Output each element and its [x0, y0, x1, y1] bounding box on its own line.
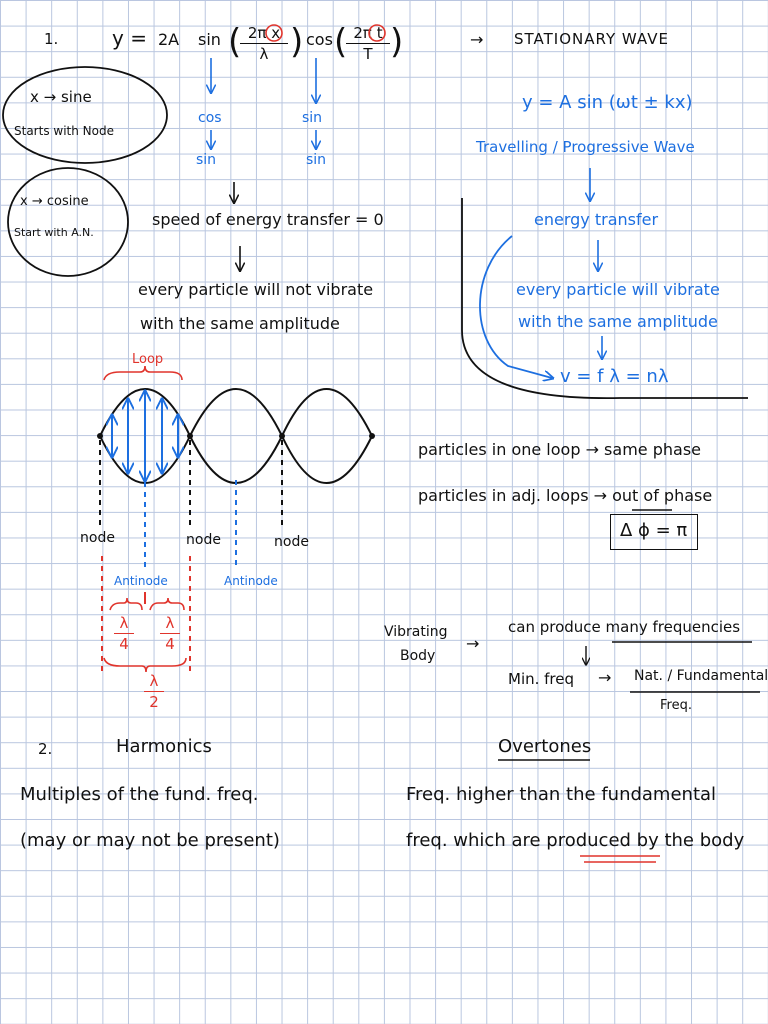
- eq-paren-close-2: ): [390, 22, 404, 62]
- not-vibrate-line-1: every particle will not vibrate: [138, 280, 374, 299]
- oval-cosine: [8, 168, 128, 276]
- antinode-label-1: Antinode: [114, 574, 168, 588]
- eq-fraction-1-den: λ: [259, 45, 269, 63]
- section-2-number: 2.: [38, 740, 53, 758]
- can-produce-frequencies: can produce many frequencies: [508, 618, 741, 636]
- oval-bottom-line-1: x → cosine: [20, 194, 89, 209]
- phase-difference: Δ ϕ = π: [620, 520, 688, 541]
- harmonics-heading: Harmonics: [116, 736, 212, 757]
- oval-bottom-line-2: Start with A.N.: [14, 226, 94, 239]
- vibrate-line-2: with the same amplitude: [518, 312, 718, 331]
- harmonics-note: (may or may not be present): [20, 830, 280, 851]
- oval-sine: [3, 67, 167, 163]
- section-1-number: 1.: [44, 30, 59, 48]
- derivative-cos: cos: [198, 110, 222, 126]
- freq-label: Freq.: [660, 698, 692, 713]
- wave-velocity-relation: v = f λ = nλ: [560, 366, 669, 387]
- natural-fundamental: Nat. / Fundamental: [634, 668, 768, 684]
- eq-lhs: y =: [112, 26, 147, 50]
- derivative-sin-left: sin: [196, 152, 217, 168]
- oval-top-line-1: x → sine: [30, 88, 92, 106]
- overtones-heading: Overtones: [498, 736, 592, 757]
- antinode-label-2: Antinode: [224, 574, 278, 588]
- node-label-3: node: [274, 534, 309, 550]
- derivative-sin-right-2: sin: [306, 152, 327, 168]
- lambda-left-num: λ: [119, 614, 129, 632]
- eq-paren-close-1: ): [290, 22, 304, 62]
- phase-line-1: particles in one loop → same phase: [418, 440, 701, 459]
- travelling-wave-label: Travelling / Progressive Wave: [476, 138, 695, 156]
- oval-top-line-2: Starts with Node: [14, 124, 114, 138]
- x-circle: [266, 25, 282, 41]
- overtones-definition-2: freq. which are produced by the body: [406, 830, 745, 851]
- loop-label: Loop: [132, 352, 164, 367]
- lambda-left-den: 4: [119, 635, 129, 653]
- vibrate-line-1: every particle will vibrate: [516, 280, 720, 299]
- vibrating-body-line-2: Body: [400, 648, 436, 664]
- min-freq-arrow: →: [598, 668, 612, 687]
- harmonics-definition: Multiples of the fund. freq.: [20, 784, 259, 805]
- vibrating-arrow: →: [466, 634, 480, 653]
- eq-amplitude: 2A: [158, 30, 180, 49]
- eq-fraction-2-num: 2π t: [353, 24, 383, 42]
- not-vibrate-line-2: with the same amplitude: [140, 314, 340, 333]
- eq-paren-open-2: (: [334, 22, 348, 62]
- node-label-1: node: [80, 530, 115, 546]
- title-arrow: →: [470, 30, 484, 49]
- phase-line-2: particles in adj. loops → out of phase: [418, 486, 713, 505]
- vibrating-body-line-1: Vibrating: [384, 624, 448, 640]
- energy-transfer: energy transfer: [534, 210, 659, 229]
- lambda-half-num: λ: [149, 672, 159, 690]
- derivative-sin-right-1: sin: [302, 110, 323, 126]
- eq-paren-open-1: (: [228, 22, 242, 62]
- lambda-right-num: λ: [165, 614, 175, 632]
- stationary-wave-title: STATIONARY WAVE: [514, 30, 669, 48]
- travelling-wave-equation: y = A sin (ωt ± kx): [522, 92, 693, 113]
- t-circle: [369, 25, 385, 41]
- eq-fraction-2-den: T: [363, 45, 373, 63]
- speed-of-energy-transfer: speed of energy transfer = 0: [152, 210, 384, 229]
- node-label-2: node: [186, 532, 221, 548]
- eq-cos: cos: [306, 30, 333, 49]
- eq-fraction-1-num: 2π x: [247, 24, 281, 42]
- min-freq: Min. freq: [508, 670, 575, 688]
- lambda-half-den: 2: [149, 693, 159, 711]
- eq-sin: sin: [198, 30, 221, 49]
- overtones-definition-1: Freq. higher than the fundamental: [406, 784, 717, 805]
- lambda-right-den: 4: [165, 635, 175, 653]
